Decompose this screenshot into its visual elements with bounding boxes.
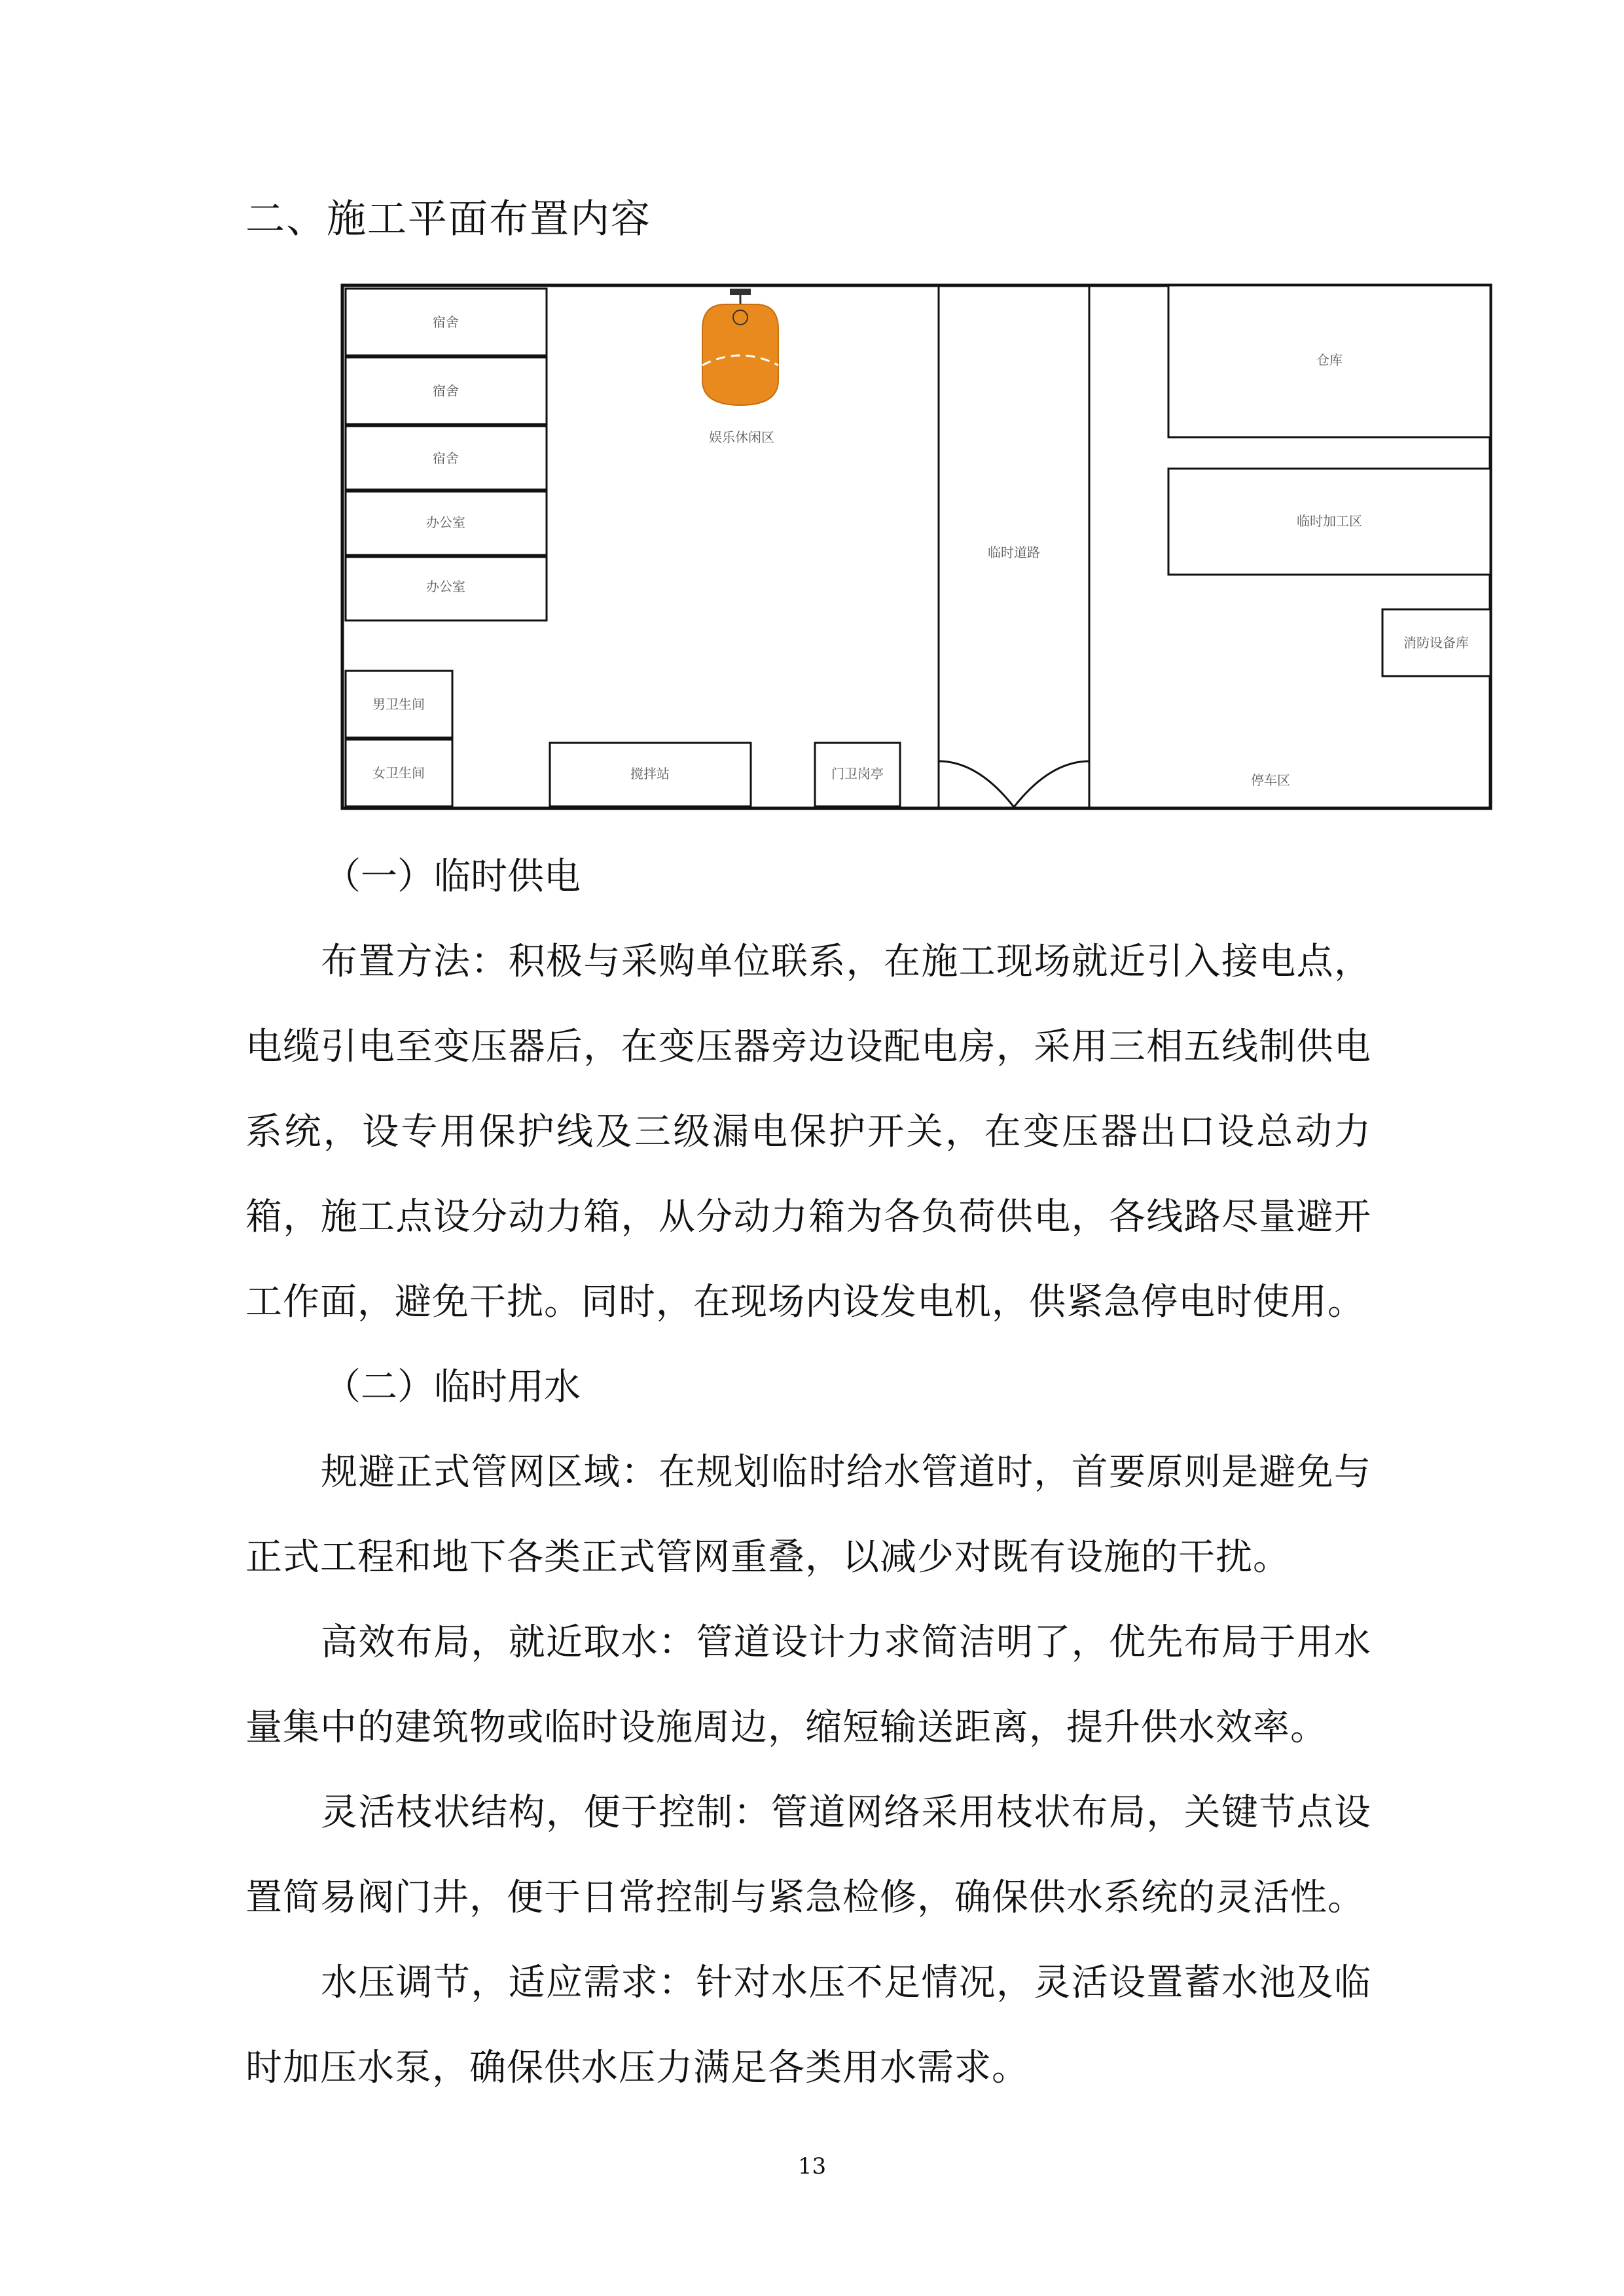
fire-equipment-label: 消防设备库 (1403, 635, 1469, 651)
paragraph-water-3: 灵活枝状结构，便于控制：管道网络采用枝状布局，关键节点设置简易阀门井，便于日常控制与紧急检修，确保供水系统的灵活性。 (245, 1791, 1371, 1919)
subsection-title-water: （二）临时用水 (324, 1366, 581, 1408)
mens-restroom (346, 671, 452, 738)
temp-processing-area (1168, 469, 1490, 575)
mens-restroom-label: 男卫生间 (372, 696, 425, 712)
dorm-2-label: 宿舍 (433, 383, 459, 399)
paragraph-water-4: 水压调节，适应需求：针对水压不足情况，灵活设置蓄水池及临时加压水泵，确保供水压力满足各类用水需求。 (245, 1962, 1371, 2089)
section-heading: 二、施工平面布置内容 (245, 196, 651, 242)
office-1-label: 办公室 (426, 514, 465, 530)
body-text (245, 834, 1371, 2111)
leisure-area-label: 娱乐休闲区 (709, 429, 774, 445)
warehouse (1168, 285, 1490, 437)
dorm-2 (346, 357, 547, 424)
temp-road-label: 临时道路 (988, 545, 1040, 560)
womens-restroom (346, 740, 452, 806)
paragraph-water-2: 高效布局，就近取水：管道设计力求简洁明了，优先布局于用水量集中的建筑物或临时设施周边，缩短输送距离，提升供水效率。 (245, 1621, 1371, 1749)
office-1 (346, 492, 547, 555)
dorm-3-label: 宿舍 (433, 450, 459, 466)
mixer-station (550, 743, 751, 806)
dorm-3 (346, 426, 547, 490)
dorm-1-label: 宿舍 (433, 314, 459, 330)
parking-label: 停车区 (1251, 772, 1290, 788)
fire-equipment-store (1382, 609, 1490, 676)
gate-icon (939, 761, 1089, 807)
womens-restroom-label: 女卫生间 (372, 765, 425, 781)
leisure-area-icon (702, 289, 778, 405)
guard-post-label: 门卫岗亭 (831, 766, 884, 781)
warehouse-label: 仓库 (1316, 352, 1343, 368)
page-number: 13 (797, 2153, 827, 2179)
paragraph-power: 布置方法：积极与采购单位联系，在施工现场就近引入接电点，电缆引电至变压器后，在变压器旁边设配电房，采用三相五线制供电系统，设专用保护线及三级漏电保护开关，在变压器出口设总动力箱，施工点设分动力箱，从分动力箱为各负荷供电，各线路尽量避开工作面，避免干扰。同时，在现场内设发电机，供紧急停电时使用。 (245, 941, 1371, 1323)
dorm-1 (346, 289, 547, 355)
guard-post (815, 743, 900, 806)
paragraph-water-1: 规避正式管网区域：在规划临时给水管道时，首要原则是避免与正式工程和地下各类正式管网重叠，以减少对既有设施的干扰。 (245, 1451, 1371, 1579)
site-layout-plan (340, 283, 1492, 810)
subsection-title-power: （一）临时供电 (324, 855, 581, 898)
office-2-label: 办公室 (426, 579, 465, 594)
temp-processing-label: 临时加工区 (1297, 513, 1362, 529)
mixer-station-label: 搅拌站 (630, 766, 670, 781)
office-2 (346, 557, 547, 620)
